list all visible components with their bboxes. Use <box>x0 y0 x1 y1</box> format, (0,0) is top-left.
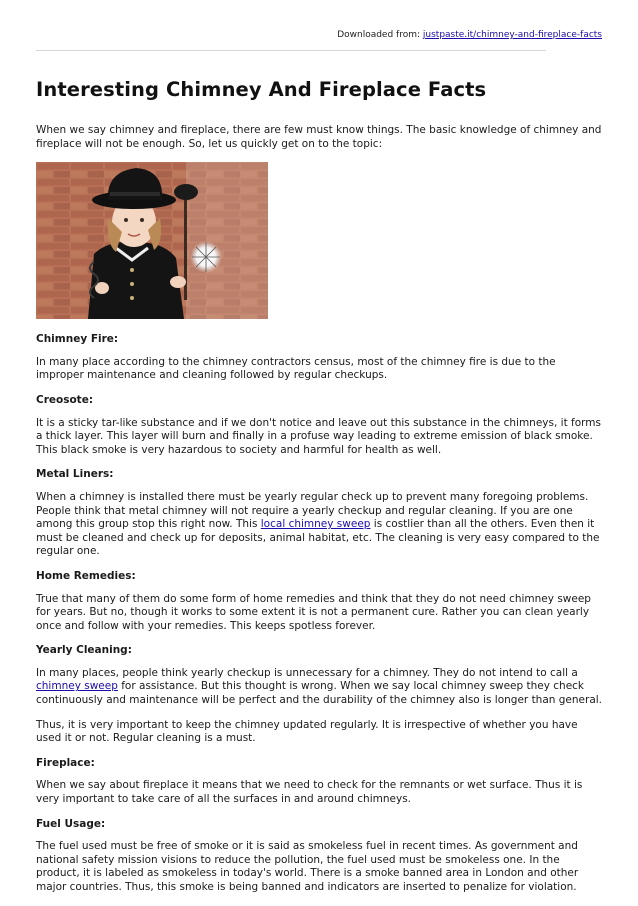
paragraph-text: In many places, people think yearly checkup is unnecessary for a chimney. They do not intend to call a <box>36 666 578 679</box>
paragraph-text: When a chimney is installed there must be yearly regular check up to prevent many foregoing problems. People think that metal chimney will not require a yearly checkup and regular cleaning. If you are one among this group stop this right now. This <box>36 490 589 531</box>
section-heading: Chimney Fire: <box>36 333 119 346</box>
section-heading: Yearly Cleaning: <box>36 644 132 657</box>
article-body <box>36 76 602 906</box>
section-heading: Metal Liners: <box>36 468 114 481</box>
section-paragraph <box>36 491 602 559</box>
paragraph-text: for assistance. But this thought is wrong. When we say local chimney sweep they check continuously and maintenance will be perfect and the durability of the chimney also is longer than general. <box>36 680 603 707</box>
paragraph-text: is costlier than all the others. Even then it must be cleaned and check up for deposits, animal habitat, etc. The cleaning is very easy compared to the regular one. <box>36 518 600 558</box>
section-paragraph: Thus, it is very important to keep the chimney updated regularly. It is irrespective of whether you have used it or not. Regular cleaning is a must. <box>36 718 578 745</box>
section-heading: Home Remedies: <box>36 569 136 582</box>
article-sections <box>36 333 602 894</box>
downloaded-label: Downloaded from: <box>337 30 421 40</box>
download-source-note <box>337 30 602 40</box>
photo-illustration <box>36 162 268 319</box>
inline-link[interactable]: chimney sweep <box>36 680 118 693</box>
section-heading: Fireplace: <box>36 756 95 769</box>
section-paragraph: It is a sticky tar-like substance and if we don't notice and leave out this substance in the chimneys, it forms a thick layer. This layer will burn and finally in a profuse way leading to extreme emission of black smoke. This black smoke is very hazardous to society and harmful for health as well. <box>36 416 601 456</box>
section-heading: Fuel Usage: <box>36 817 106 830</box>
header-divider <box>36 50 546 51</box>
section-paragraph: When we say about fireplace it means that we need to check for the remnants or wet surface. Thus it is very important to take care of all the surfaces in and around chimneys. <box>36 779 583 806</box>
section-heading: Creosote: <box>36 393 94 406</box>
section-paragraph: In many place according to the chimney contractors census, most of the chimney fire is due to the improper maintenance and cleaning followed by regular checkups. <box>36 355 556 382</box>
section-paragraph <box>36 667 602 708</box>
chimney-sweep-child-photo <box>36 162 268 319</box>
intro-paragraph: When we say chimney and fireplace, there are few must know things. The basic knowledge of chimney and fireplace will not be enough. So, let us quickly get on to the topic: <box>36 124 602 150</box>
source-link[interactable]: justpaste.it/chimney-and-fireplace-facts <box>422 30 602 40</box>
section-paragraph: True that many of them do some form of home remedies and think that they do not need chimney sweep for years. But no, though it works to some extent it is not a permanent cure. Rather you can clean yearly once and follow with your remedies. This keeps spotless forever. <box>36 592 591 632</box>
section-paragraph: The fuel used must be free of smoke or it is said as smokeless fuel in recent times. As government and national safety mission visions to reduce the pollution, the fuel used must be smokeless one. In the product, it is labeled as smokeless in today's world. There is a smoke banned area in London and other major countries. Thus, this smoke is being banned and indicators are inserted to penalize for violation. <box>36 840 579 893</box>
article-title: Interesting Chimney And Fireplace Facts <box>36 78 487 101</box>
inline-link[interactable]: local chimney sweep <box>260 518 371 531</box>
